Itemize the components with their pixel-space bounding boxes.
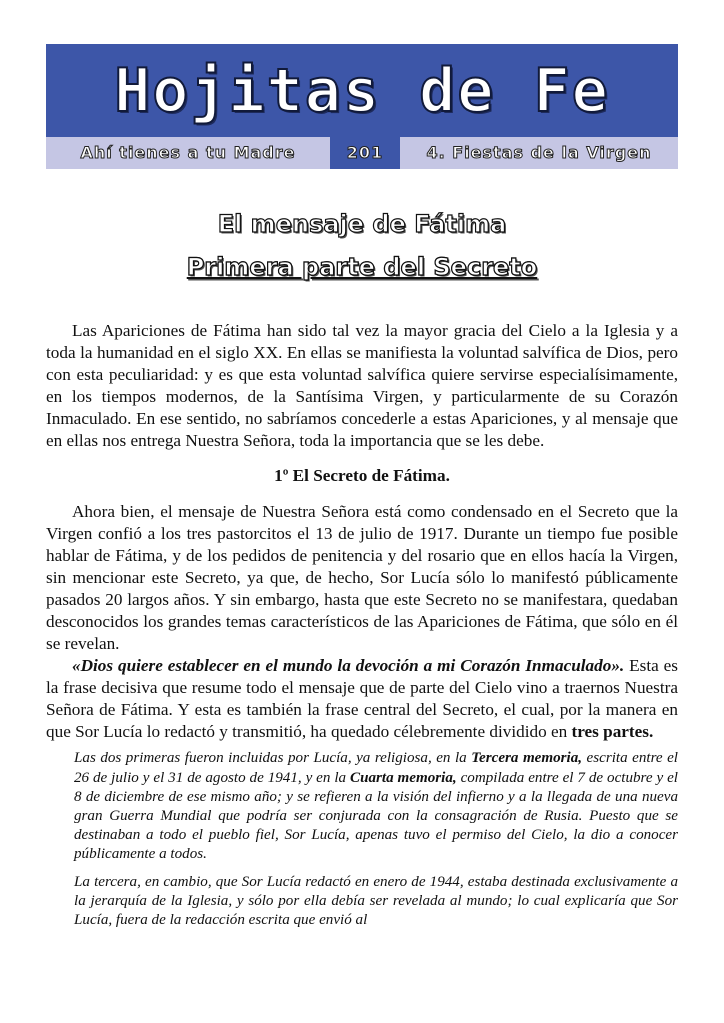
article-subtitle: Primera parte del Secreto	[186, 253, 538, 281]
note-1-text-a: Las dos primeras fueron incluidas por Lucía, ya religiosa, en la	[74, 750, 472, 767]
paragraph-3-text: Esta es la frase decisiva que resume todo el mensaje que de parte del Cielo vino a traernos Nuestra Señora de Fátima. Y esta es también la frase central del Secreto, el cual, por la manera en que Sor Lucía lo redactó y transmitió, ha quedado célebremente dividido en	[46, 655, 678, 741]
paragraph-3	[46, 655, 678, 743]
article-body	[46, 320, 678, 930]
series-subtitle: Ahí tienes a tu Madre	[80, 143, 296, 162]
note-1-bold-b: Cuarta memoria,	[350, 769, 457, 786]
paragraph-3-bold: tres partes.	[571, 721, 654, 741]
note-1-bold-a: Tercera memoria,	[471, 750, 583, 767]
quote: «Dios quiere establecer en el mundo la devoción a mi Corazón Inmaculado».	[72, 655, 625, 675]
paragraph-1: Las Apariciones de Fátima han sido tal vez la mayor gracia del Cielo a la Iglesia y a toda la humanidad en el siglo XX. En ellas se manifiesta la voluntad salvífica de Dios, pero con esta peculiaridad: y es que esta voluntad salvífica quiere servirse especialísimamente, en los tiempos modernos, de la Santísima Virgen, y particularmente de su Corazón Inmaculado. En ese sentido, no sabríamos concederle a estas Apariciones, y al mensaje que en ellas nos entrega Nuestra Señora, toda la importancia que se les debe.	[46, 321, 678, 450]
issue-number: 201	[330, 137, 400, 169]
note-2: La tercera, en cambio, que Sor Lucía redactó en enero de 1944, estaba destinada exclusivamente a la jerarquía de la Iglesia, y sólo por ella debía ser revelada al mundo; lo cual explicaría que Sor Lucía, fuera de la redacción escrita que envió al	[74, 873, 678, 929]
section-name: 4. Fiestas de la Virgen	[426, 143, 652, 162]
masthead	[46, 44, 678, 169]
section-heading: 1º El Secreto de Fátima.	[274, 466, 450, 486]
paragraph-2: Ahora bien, el mensaje de Nuestra Señora está como condensado en el Secreto que la Virgen confió a los tres pastorcitos el 13 de julio de 1917. Durante un tiempo fue posible hablar de Fátima, y de los pedidos de penitencia y del rosario que en ellos hacía la Virgen, sin mencionar este Secreto, ya que, de hecho, Sor Lucía sólo lo manifestó públicamente pasados 20 largos años. Y sin embargo, hasta que este Secreto no se manifestara, quedaban desconocidos los grandes temas característicos de las Apariciones de Fátima, que sólo en él se revelan.	[46, 502, 678, 653]
article-title: El mensaje de Fátima	[217, 210, 507, 238]
note-1	[74, 749, 678, 864]
masthead-bar	[46, 137, 678, 169]
masthead-title: Hojitas de Fe	[114, 56, 610, 126]
note-1-text-c: compilada entre el 7 de octubre y el 8 de diciembre de ese mismo año; y se refieren a la visión del infierno y a la llegada de una nueva gran Guerra Mundial que podría ser conjurada con la consagración de Rusia. Puesto que se destinaban a todo el pueblo fiel, Sor Lucía, apenas tuvo el permiso del Cielo, la dio a conocer públicamente a todos.	[74, 769, 678, 863]
note-1-text-b: escrita entre el 26 de julio y el 31 de agosto de 1941, y en la	[74, 750, 678, 786]
